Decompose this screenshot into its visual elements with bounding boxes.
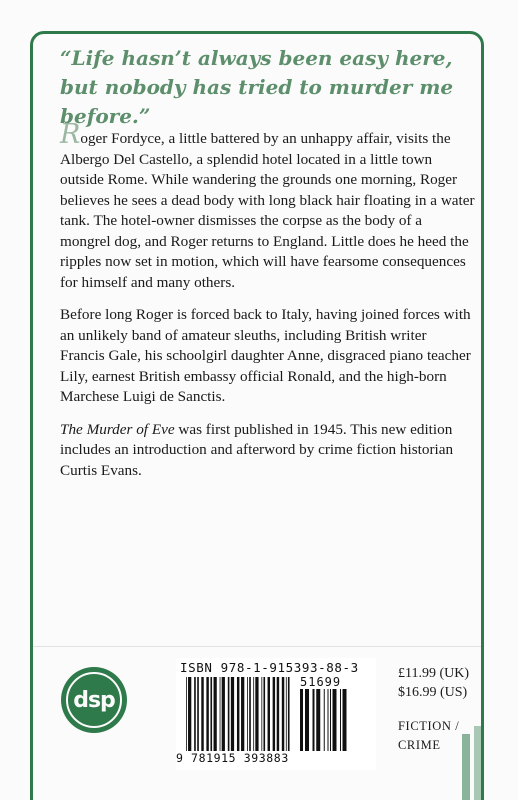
price-addon-digits: 51699: [300, 675, 342, 689]
drop-cap: R: [60, 119, 81, 150]
barcode-bar: [210, 677, 212, 751]
barcode-bar: [197, 677, 199, 751]
barcode-bar: [247, 677, 248, 751]
barcode-bar: [220, 677, 221, 751]
barcode-bar: [300, 689, 303, 751]
barcode-bar: [194, 677, 196, 751]
barcode-bar: [273, 677, 275, 751]
barcode-bar: [253, 677, 254, 751]
barcode-bar: [188, 677, 191, 751]
barcode-bar: [201, 677, 203, 751]
barcode-bar: [328, 689, 329, 751]
price-addon-barcode: [300, 689, 350, 751]
barcode-bar: [333, 689, 337, 751]
barcode-bar: [206, 677, 208, 751]
blurb-paragraph-2: Before long Roger is forced back to Italy, having joined forces with an unlikely band of amateur sleuths, including British writer Francis Gale, his schoolgirl daughter Anne, disgraced piano teacher Lily, earnest British embassy official Ronald, and the high-born Marchese Luigi de Sanctis.: [60, 306, 471, 405]
ean-digits: 9 781915 393883: [176, 751, 289, 765]
barcode-bar: [214, 677, 217, 751]
book-title: The Murder of Eve: [60, 420, 175, 438]
category-line-1: FICTION /: [398, 719, 460, 733]
category-line-2: CRIME: [398, 738, 441, 752]
blurb-paragraph-1-text: oger Fordyce, a little battered by an unhappy affair, visits the Albergo Del Castello, a splendid hotel located in a little town outside Rome. While wandering the grounds one morning, Roger believes he sees a dead body with long black hair floating in a water tank. The hotel-owner dismisses the corpse as the body of a mongrel dog, and Roger returns to England. Little does he heed the ripples now set in motion, which will have fearsome consequences for himself and many others.: [60, 130, 475, 291]
barcode-bar: [231, 677, 234, 751]
barcode-bar: [228, 677, 230, 751]
isbn-label: ISBN 978-1-915393-88-3: [180, 660, 359, 675]
barcode-bar: [286, 677, 287, 751]
barcode-bar: [241, 677, 244, 751]
barcode-bar: [324, 689, 325, 751]
publisher-logo: [61, 667, 127, 733]
ean-barcode: [186, 677, 292, 751]
barcode-bar: [277, 677, 279, 751]
barcode-bar: [330, 689, 331, 751]
barcode-bar: [282, 677, 284, 751]
watermark-stripes: [440, 716, 492, 800]
barcode-bar: [288, 677, 290, 751]
blurb: [60, 119, 475, 493]
barcode-bar: [222, 677, 225, 751]
barcode-bar: [255, 677, 258, 751]
barcode-bar: [316, 689, 320, 751]
divider: [33, 646, 481, 647]
barcode-bar: [343, 689, 347, 751]
barcode-bar: [305, 689, 309, 751]
pull-quote: “Life hasn’t always been easy here, but nobody has tried to murder me before.”: [60, 46, 454, 128]
publisher-logo-text: dsp: [73, 687, 115, 713]
blurb-paragraph-3: [60, 420, 475, 482]
barcode-bar: [340, 689, 341, 751]
blurb-paragraph-3-text: was first published in 1945. This new edition includes an introduction and afterword by crime fiction historian Curtis Evans.: [60, 420, 454, 479]
barcode-bar: [263, 677, 265, 751]
blurb-paragraph-1: [60, 119, 475, 293]
price-block: [398, 664, 488, 702]
barcode-bar: [313, 689, 315, 751]
publisher-logo-ring: [66, 672, 122, 728]
price-uk: £11.99 (UK): [398, 666, 470, 681]
barcode-bar: [237, 677, 239, 751]
barcode-bar: [268, 677, 270, 751]
barcode-bar: [261, 677, 262, 751]
barcode-bar: [186, 677, 187, 751]
price-us: $16.99 (US): [398, 685, 468, 700]
barcode-bar: [249, 677, 251, 751]
